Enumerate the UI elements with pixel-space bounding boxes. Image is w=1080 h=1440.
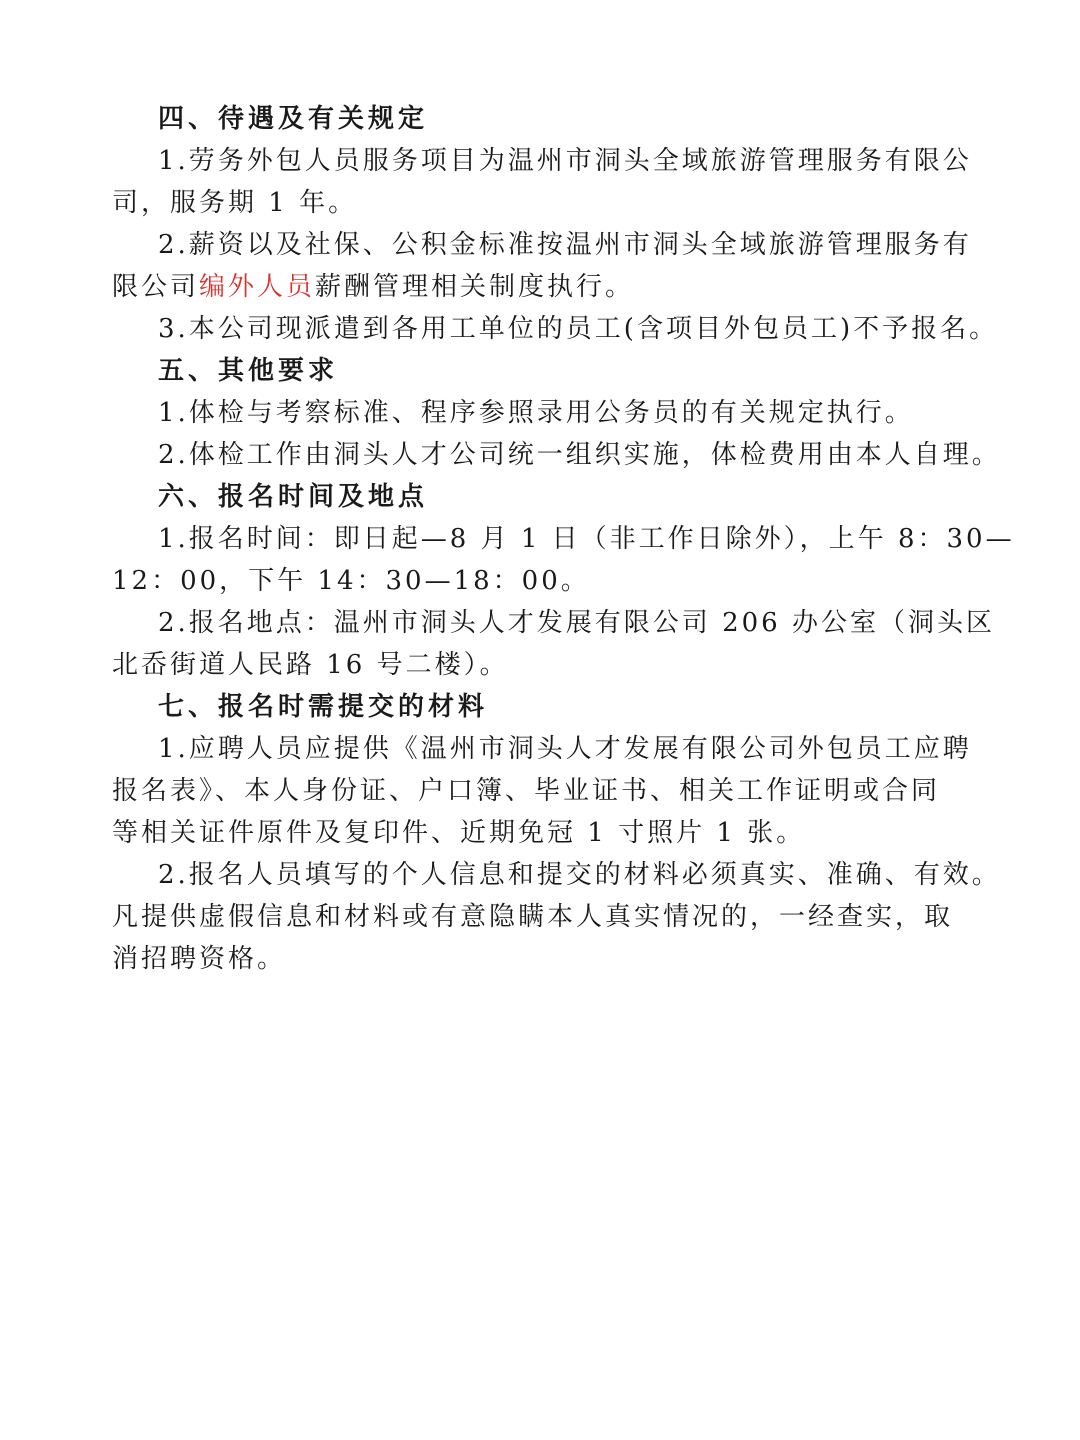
- section-4-heading: 四、待遇及有关规定: [158, 104, 429, 134]
- section-4-item-2-line-2-post: 薪酬管理相关制度执行。: [315, 272, 635, 302]
- highlighted-term: 编外人员: [199, 272, 316, 302]
- section-5-item-2: 2.体检工作由洞头人才公司统一组织实施，体检费用由本人自理。: [158, 440, 1001, 470]
- section-7-item-2-line-2: 凡提供虚假信息和材料或有意隐瞒本人真实情况的，一经查实，取: [112, 902, 954, 932]
- section-6-heading: 六、报名时间及地点: [158, 482, 429, 512]
- section-4-item-3: 3.本公司现派遣到各用工单位的员工(含项目外包员工)不予报名。: [158, 314, 999, 344]
- section-7-item-1-line-3: 等相关证件原件及复印件、近期免冠 1 寸照片 1 张。: [112, 818, 806, 848]
- section-7-item-1-line-2: 报名表》、本人身份证、户口簿、毕业证书、相关工作证明或合同: [112, 776, 941, 806]
- section-4-item-2-line-2: [112, 266, 972, 308]
- section-6-item-2-line-1: 2.报名地点：温州市洞头人才发展有限公司 206 办公室（洞头区: [158, 608, 995, 638]
- section-4-item-2-line-2-pre: 限公司: [112, 272, 200, 302]
- section-6-item-1-line-2: 12：00，下午 14：30—18：00。: [112, 566, 590, 596]
- section-5-item-1: 1.体检与考察标准、程序参照录用公务员的有关规定执行。: [158, 398, 914, 428]
- section-7-heading: 七、报名时需提交的材料: [158, 692, 489, 722]
- section-4-item-1-line-2: 司，服务期 1 年。: [112, 188, 358, 218]
- section-7-item-2-line-3: 消招聘资格。: [112, 944, 287, 974]
- section-4-item-1-line-1: 1.劳务外包人员服务项目为温州市洞头全域旅游管理服务有限公: [158, 146, 972, 176]
- document-page: [112, 98, 1015, 980]
- section-5-heading: 五、其他要求: [158, 356, 339, 386]
- section-7-item-1-line-1: 1.应聘人员应提供《温州市洞头人才发展有限公司外包员工应聘: [158, 734, 972, 764]
- section-4-item-2-line-1: 2.薪资以及社保、公积金标准按温州市洞头全域旅游管理服务有: [158, 230, 972, 260]
- section-7-item-2-line-1: 2.报名人员填写的个人信息和提交的材料必须真实、准确、有效。: [158, 860, 1001, 890]
- section-6-item-1-line-1: 1.报名时间：即日起—8 月 1 日（非工作日除外），上午 8：30—: [158, 524, 1015, 554]
- section-6-item-2-line-2: 北岙街道人民路 16 号二楼）。: [112, 650, 509, 680]
